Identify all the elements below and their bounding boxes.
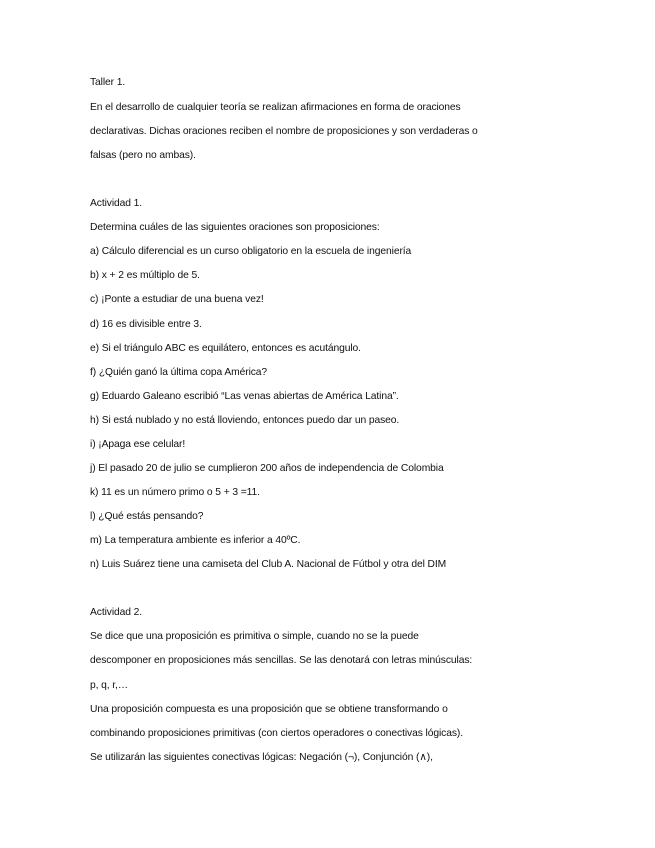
intro-line: En el desarrollo de cualquier teoría se realizan afirmaciones en forma de oraciones [90,102,461,113]
activity-2-line: descomponer en proposiciones más sencillas. Se las denotará con letras minúsculas: [90,655,473,666]
activity-1-item: k) 11 es un número primo o 5 + 3 =11. [90,487,260,498]
activity-2-heading: Actividad 2. [90,607,143,618]
activity-1-item: g) Eduardo Galeano escribió “Las venas abiertas de América Latina”. [90,391,399,402]
activity-1-item: d) 16 es divisible entre 3. [90,319,202,330]
activity-1-item: i) ¡Apaga ese celular! [90,439,186,450]
activity-1-item: j) El pasado 20 de julio se cumplieron 200 años de independencia de Colombia [90,463,444,474]
activity-2-line: combinando proposiciones primitivas (con ciertos operadores o conectivas lógicas). [90,728,463,739]
activity-2-line: p, q, r,… [90,680,129,691]
activity-1-instruction: Determina cuáles de las siguientes oraciones son proposiciones: [90,222,380,233]
activity-1-item: e) Si el triángulo ABC es equilátero, entonces es acutángulo. [90,343,361,354]
intro-line: declarativas. Dichas oraciones reciben el nombre de proposiciones y son verdaderas o [90,126,478,137]
activity-1-item: m) La temperatura ambiente es inferior a 40ºC. [90,535,301,546]
intro-line: falsas (pero no ambas). [90,150,196,161]
activity-2-line: Se utilizarán las siguientes conectivas lógicas: Negación (¬), Conjunción (∧), [90,752,433,763]
activity-1-item: h) Si está nublado y no está lloviendo, entonces puedo dar un paseo. [90,415,400,426]
activity-1-item: f) ¿Quién ganó la última copa América? [90,367,268,378]
activity-2-line: Se dice que una proposición es primitiva o simple, cuando no se la puede [90,631,419,642]
activity-1-item: n) Luis Suárez tiene una camiseta del Club A. Nacional de Fútbol y otra del DIM [90,559,447,570]
activity-1-heading: Actividad 1. [90,198,143,209]
activity-1-item: a) Cálculo diferencial es un curso obligatorio en la escuela de ingeniería [90,246,412,257]
activity-1-item: c) ¡Ponte a estudiar de una buena vez! [90,294,264,305]
activity-1-item: l) ¿Qué estás pensando? [90,511,204,522]
activity-1-item: b) x + 2 es múltiplo de 5. [90,270,200,281]
activity-2-line: Una proposición compuesta es una proposición que se obtiene transformando o [90,704,448,715]
document-title: Taller 1. [90,77,126,88]
